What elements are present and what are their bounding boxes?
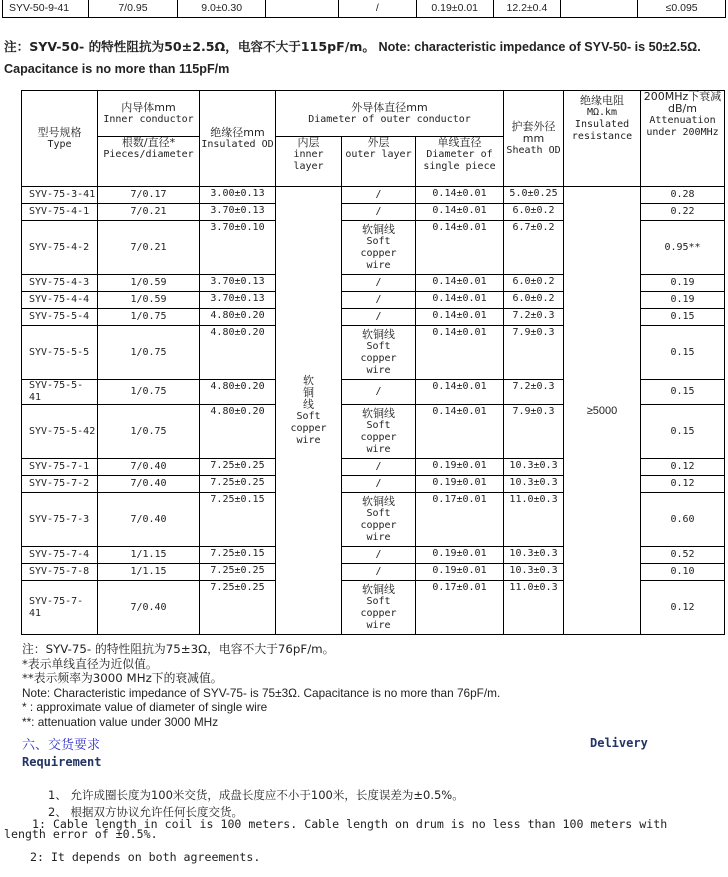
cell-type: SYV-75-7-4 (22, 547, 98, 564)
cell-outer-layer (342, 493, 416, 547)
cell-attenuation: 0.52 (641, 547, 725, 564)
cell-attenuation: 0.19 (641, 292, 725, 309)
cell-type: SYV-75-7-8 (22, 564, 98, 581)
cell-insulated-od: 4.80±0.20 (200, 405, 276, 459)
header-inner-en: Inner conductor (103, 113, 194, 125)
inner-layer-en: Soft copper wire (290, 410, 327, 446)
header-pieces-diameter (98, 137, 200, 187)
cell-single-dia: 0.14±0.01 (416, 221, 504, 275)
cell-type: SYV-75-3-41 (22, 187, 98, 204)
cell-single-dia: 0.14±0.01 (416, 204, 504, 221)
header-outer-en: Diameter of outer conductor (308, 113, 471, 125)
cell-insulated-od: 3.70±0.13 (200, 275, 276, 292)
cell-insulated-od: 7.25±0.15 (200, 493, 276, 547)
cell-attenuation: ≤0.095 (638, 0, 726, 18)
header-outer-layer-cn: 外层 (367, 136, 390, 149)
cell-type: SYV-75-7- 41 (22, 581, 98, 635)
cell-sheath-od: 12.2±0.4 (493, 0, 560, 18)
cell-attenuation: 0.15 (641, 326, 725, 380)
header-outer-layer (342, 137, 416, 187)
cell-attenuation: 0.28 (641, 187, 725, 204)
cell-single-dia: 0.14±0.01 (416, 380, 504, 405)
table-row (22, 187, 725, 204)
cell-conductor: 1/1.15 (98, 564, 200, 581)
cell-inner-layer (265, 0, 338, 18)
note-75-line: 注：SYV-75- 的特性阻抗为75±3Ω，电容不大于76pF/m。 (22, 642, 335, 656)
note-syv-50 (4, 36, 724, 80)
cell-outer-layer (342, 581, 416, 635)
header-inner-layer-en: inner layer (293, 149, 324, 172)
cell-single-dia: 0.14±0.01 (416, 326, 504, 380)
cell-outer-layer: / (342, 292, 416, 309)
requirement-cn-2: 2、 根据双方协议允许任何长度交货。 (48, 805, 243, 819)
cell-conductor: 7/0.40 (98, 581, 200, 635)
cell-sheath-od: 7.9±0.3 (504, 405, 564, 459)
outer-soft-en: Soft copper wire (360, 235, 397, 271)
cell-insulated-od: 4.80±0.20 (200, 380, 276, 405)
cell-insulated-od: 9.0±0.30 (178, 0, 266, 18)
outer-soft-cn: 软铜线 (362, 327, 395, 341)
header-outer-conductor (276, 91, 504, 137)
requirement-en-2: 2: It depends on both agreements. (30, 850, 261, 864)
outer-soft-cn: 软铜线 (362, 494, 395, 508)
outer-soft-cn: 软铜线 (362, 406, 395, 420)
cell-attenuation: 0.19 (641, 275, 725, 292)
header-resistance-unit: MΩ.km (586, 107, 618, 118)
cell-outer-layer (342, 221, 416, 275)
cell-single-dia: 0.14±0.01 (416, 309, 504, 326)
cell-insulated-od: 3.70±0.13 (200, 292, 276, 309)
cell-conductor: 1/0.75 (98, 326, 200, 380)
header-insulated-od (200, 91, 276, 187)
cell-type: SYV-75-5-4 (22, 309, 98, 326)
requirement-en-1: 1: Cable length in coil is 100 meters. Cable length on drum is no less than 100 meters with length error of ±0.5%. (4, 817, 668, 841)
header-inner-cn: 内导体mm (121, 100, 176, 114)
cell-sheath-od: 10.3±0.3 (504, 564, 564, 581)
cell-conductor: 7/0.17 (98, 187, 200, 204)
cell-insulated-od: 3.70±0.13 (200, 204, 276, 221)
header-inner-layer (276, 137, 342, 187)
cell-insulated-od: 4.80±0.20 (200, 326, 276, 380)
cell-outer-layer: / (342, 275, 416, 292)
header-pieces-cn: 根数/直径* (121, 136, 176, 149)
cell-single-dia: 0.19±0.01 (416, 459, 504, 476)
cell-sheath-od: 10.3±0.3 (504, 476, 564, 493)
cell-sheath-od: 11.0±0.3 (504, 581, 564, 635)
cell-type: SYV-75-4-2 (22, 221, 98, 275)
cell-sheath-od: 7.2±0.3 (504, 380, 564, 405)
cell-conductor: 7/0.40 (98, 493, 200, 547)
cell-outer-layer: / (342, 204, 416, 221)
cell-resistance (560, 0, 637, 18)
cell-single-dia: 0.17±0.01 (416, 493, 504, 547)
table-header (22, 91, 725, 187)
cell-sheath-od: 6.0±0.2 (504, 204, 564, 221)
cell-single-dia: 0.19±0.01 (416, 564, 504, 581)
section-title: 六、交货要求 (22, 738, 101, 753)
cell-attenuation: 0.60 (641, 493, 725, 547)
notes-syv-75 (22, 642, 722, 730)
header-type (22, 91, 98, 187)
header-atten-cn: 200MHz下衰减dB/m (643, 90, 722, 115)
cell-type: SYV-75-4-4 (22, 292, 98, 309)
header-inner-conductor (98, 91, 200, 137)
cell-insulated-od: 7.25±0.25 (200, 476, 276, 493)
note-75-line: Note: Characteristic impedance of SYV-75- is 75±3Ω. Capacitance is no more than 76pF/m. (22, 685, 501, 700)
inner-layer-cn: 软铜线 (303, 373, 314, 411)
cell-sheath-od: 6.0±0.2 (504, 275, 564, 292)
cell-single-dia: 0.14±0.01 (416, 275, 504, 292)
header-pieces-en: Pieces/diameter (103, 149, 194, 160)
cell-inner-layer (276, 187, 342, 635)
cell-type: SYV-75-7-3 (22, 493, 98, 547)
header-atten-en: Attenuation under 200MHz (646, 115, 719, 138)
cell-type: SYV-75-5-5 (22, 326, 98, 380)
cell-conductor: 7/0.40 (98, 459, 200, 476)
cell-sheath-od: 5.0±0.25 (504, 187, 564, 204)
header-type-en: Type (47, 138, 72, 150)
outer-soft-en: Soft copper wire (360, 419, 397, 455)
cell-type: SYV-75-5- 41 (22, 380, 98, 405)
cell-conductor: 7/0.95 (88, 0, 178, 18)
cell-single-dia: 0.14±0.01 (416, 292, 504, 309)
header-inner-layer-cn: 内层 (297, 136, 320, 149)
header-sheath-cn: 护套外径mm (511, 119, 556, 145)
cell-insulated-od: 3.00±0.13 (200, 187, 276, 204)
cell-outer-layer: / (342, 380, 416, 405)
cell-type: SYV-75-7-1 (22, 459, 98, 476)
table-body (22, 187, 725, 635)
cell-outer-layer: / (342, 187, 416, 204)
cell-attenuation: 0.12 (641, 476, 725, 493)
table-row (3, 0, 726, 18)
cell-type: SYV-75-5-42 (22, 405, 98, 459)
cell-attenuation: 0.15 (641, 405, 725, 459)
cell-sheath-od: 10.3±0.3 (504, 547, 564, 564)
cell-insulated-od: 7.25±0.25 (200, 459, 276, 476)
cell-single-dia: 0.17±0.01 (416, 581, 504, 635)
outer-soft-cn: 软铜线 (362, 582, 395, 596)
header-single-diameter (416, 137, 504, 187)
cell-single-dia: 0.19±0.01 (416, 0, 493, 18)
header-sheath-en: Sheath OD (506, 144, 561, 156)
cell-type: SYV-75-4-1 (22, 204, 98, 221)
header-resistance-en: Insulated resistance (571, 119, 633, 142)
requirement-cn-1: 1、 允许成圈长度为100米交货，成盘长度应不小于100米，长度误差为±0.5%。 (48, 788, 464, 802)
cell-outer-layer (342, 405, 416, 459)
cell-outer-layer: / (339, 0, 416, 18)
header-outer-cn: 外导体直径mm (351, 100, 428, 114)
cell-attenuation: 0.12 (641, 581, 725, 635)
header-single-cn: 单线直径 (437, 136, 482, 149)
cell-single-dia: 0.14±0.01 (416, 187, 504, 204)
header-type-cn: 型号规格 (37, 125, 82, 139)
cell-single-dia: 0.19±0.01 (416, 476, 504, 493)
cell-type: SYV-75-7-2 (22, 476, 98, 493)
note-75-line: **表示频率为3000 MHz下的衰减值。 (22, 671, 223, 686)
cell-sheath-od: 6.0±0.2 (504, 292, 564, 309)
header-attenuation (641, 91, 725, 187)
cell-conductor: 1/0.75 (98, 309, 200, 326)
outer-soft-en: Soft copper wire (360, 595, 397, 631)
cell-outer-layer: / (342, 547, 416, 564)
header-single-en: Diameter of single piece (423, 149, 496, 172)
cell-type: SYV-50-9-41 (3, 0, 89, 18)
section-title-delivery: Delivery (590, 736, 648, 750)
cell-insulated-od: 4.80±0.20 (200, 309, 276, 326)
cell-conductor: 1/0.75 (98, 405, 200, 459)
cell-type: SYV-75-4-3 (22, 275, 98, 292)
note-50-en: Note: characteristic impedance of SYV-50- is 50±2.5Ω. Capacitance is no more than 115pF/m (4, 40, 701, 76)
outer-soft-en: Soft copper wire (360, 340, 397, 376)
outer-soft-en: Soft copper wire (360, 507, 397, 543)
cell-sheath-od: 10.3±0.3 (504, 459, 564, 476)
header-outer-layer-en: outer layer (345, 149, 412, 160)
cell-attenuation: 0.15 (641, 380, 725, 405)
cell-insulated-od: 7.25±0.25 (200, 564, 276, 581)
cell-conductor: 7/0.21 (98, 221, 200, 275)
cell-outer-layer: / (342, 564, 416, 581)
cell-sheath-od: 6.7±0.2 (504, 221, 564, 275)
header-resistance (564, 91, 641, 187)
cell-insulated-od: 3.70±0.10 (200, 221, 276, 275)
cell-attenuation: 0.12 (641, 459, 725, 476)
cell-conductor: 7/0.40 (98, 476, 200, 493)
note-75-line: **: attenuation value under 3000 MHz (22, 714, 219, 729)
cell-conductor: 7/0.21 (98, 204, 200, 221)
cell-attenuation: 0.15 (641, 309, 725, 326)
cell-outer-layer: / (342, 309, 416, 326)
cell-sheath-od: 11.0±0.3 (504, 493, 564, 547)
header-sheath-od (504, 91, 564, 187)
cell-attenuation: 0.10 (641, 564, 725, 581)
cell-single-dia: 0.19±0.01 (416, 547, 504, 564)
cell-attenuation: 0.95** (641, 221, 725, 275)
section-title-requirement: Requirement (22, 755, 102, 769)
cell-attenuation: 0.22 (641, 204, 725, 221)
cell-insulated-od: 7.25±0.25 (200, 581, 276, 635)
header-resistance-cn: 绝缘电阻 (580, 94, 625, 107)
cell-outer-layer: / (342, 459, 416, 476)
cell-conductor: 1/0.75 (98, 380, 200, 405)
header-insulated-cn: 绝缘径mm (210, 125, 265, 139)
cell-outer-layer (342, 326, 416, 380)
cell-single-dia: 0.14±0.01 (416, 405, 504, 459)
note-50-cn: 注：SYV-50- 的特性阻抗为50±2.5Ω，电容不大于115pF/m。 (4, 39, 376, 54)
cell-sheath-od: 7.9±0.3 (504, 326, 564, 380)
cell-outer-layer: / (342, 476, 416, 493)
cell-conductor: 1/1.15 (98, 547, 200, 564)
cell-sheath-od: 7.2±0.3 (504, 309, 564, 326)
cell-conductor: 1/0.59 (98, 292, 200, 309)
cell-conductor: 1/0.59 (98, 275, 200, 292)
spec-table (21, 90, 725, 635)
outer-soft-cn: 软铜线 (362, 222, 395, 236)
header-insulated-en: Insulated OD (201, 138, 274, 150)
top-partial-row (2, 0, 726, 18)
cell-resistance: ≥5000 (564, 187, 641, 635)
note-75-line: *表示单线直径为近似值。 (22, 656, 158, 671)
cell-insulated-od: 7.25±0.15 (200, 547, 276, 564)
note-75-line: * : approximate value of diameter of single wire (22, 700, 268, 715)
